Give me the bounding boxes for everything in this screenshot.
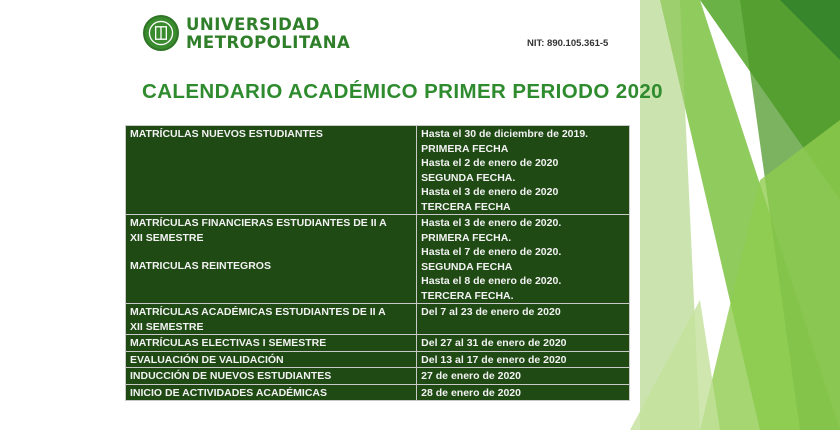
header [140,12,630,64]
activity-label: XII SEMESTRE [130,320,204,333]
calendar-row [126,351,630,368]
date-text: TERCERA FECHA. [421,289,514,302]
calendar-date-cell [417,368,630,385]
date-text: Del 7 al 23 de enero de 2020 [421,306,561,318]
date-text: 27 de enero de 2020 [421,370,521,382]
activity-label: MATRÍCULAS FINANCIERAS ESTUDIANTES DE II A [130,217,387,229]
date-text: Hasta el 3 de enero de 2020 [421,186,559,198]
activity-label: MATRÍCULAS ELECTIVAS I SEMESTRE [130,337,327,349]
calendar-table [125,125,630,401]
calendar-row [126,126,630,215]
calendar-row [126,304,630,335]
date-text: 28 de enero de 2020 [421,386,521,399]
calendar-activity-cell [126,335,417,352]
calendar-date-cell [417,351,630,368]
date-text: Del 13 al 17 de enero de 2020 [421,353,567,366]
calendar-activity-cell [126,304,417,335]
university-seal-logo [143,15,179,51]
calendar-activity-cell [126,126,417,215]
calendar-row [126,335,630,352]
calendar-row [126,384,630,401]
calendar-date-cell [417,384,630,401]
page-title: CALENDARIO ACADÉMICO PRIMER PERIODO 2020 [142,80,663,103]
activity-label: MATRÍCULAS NUEVOS ESTUDIANTES [130,128,323,140]
date-text: Hasta el 2 de enero de 2020 [421,157,559,169]
activity-label: EVALUACIÓN DE VALIDACIÓN [130,353,284,366]
university-logo-text [186,16,350,52]
calendar-date-cell [417,126,630,215]
date-text: Del 27 al 31 de enero de 2020 [421,337,567,349]
activity-label: INICIO DE ACTIVIDADES ACADÉMICAS [130,386,327,399]
date-text: Hasta el 30 de diciembre de 2019. [421,128,589,140]
calendar-date-cell [417,335,630,352]
date-text: Hasta el 7 de enero de 2020. [421,246,562,258]
calendar-activity-cell [126,351,417,368]
calendar-activity-cell [126,384,417,401]
calendar-date-cell [417,215,630,304]
calendar-table-body [126,126,630,401]
date-text: SEGUNDA FECHA. [421,171,516,184]
date-text: TERCERA FECHA [421,200,511,213]
nit-number: NIT: 890.105.361-5 [527,38,609,49]
activity-label: INDUCCIÓN DE NUEVOS ESTUDIANTES [130,370,332,382]
date-text: Hasta el 3 de enero de 2020. [421,217,562,229]
date-text: SEGUNDA FECHA [421,260,513,273]
logo-line-1: UNIVERSIDAD [186,15,320,34]
activity-label [130,245,412,259]
calendar-row [126,215,630,304]
activity-label: MATRÍCULAS ACADÉMICAS ESTUDIANTES DE II A [130,306,386,318]
calendar-activity-cell [126,215,417,304]
calendar-activity-cell [126,368,417,385]
logo-line-2: METROPOLITANA [186,33,351,52]
date-text: Hasta el 8 de enero de 2020. [421,275,562,287]
activity-label: XII SEMESTRE [130,231,204,244]
calendar-date-cell [417,304,630,335]
date-text: PRIMERA FECHA [421,142,509,155]
activity-label: MATRICULAS REINTEGROS [130,260,271,272]
date-text: PRIMERA FECHA. [421,231,512,244]
calendar-row [126,368,630,385]
